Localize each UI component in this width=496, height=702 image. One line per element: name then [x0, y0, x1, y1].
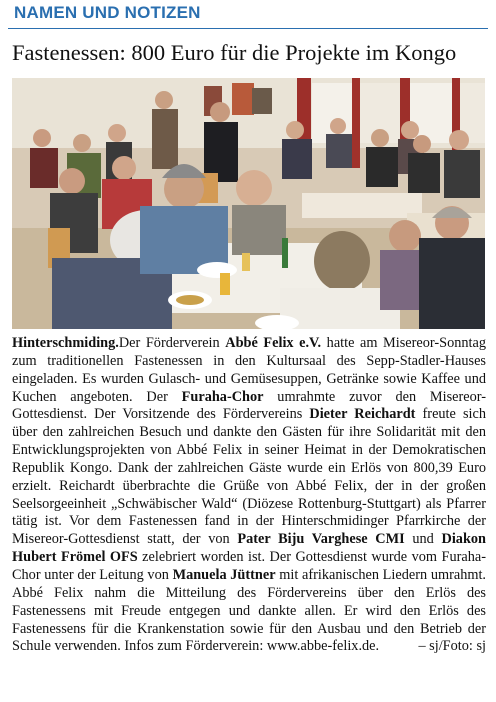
article-text: Der Förderverein	[118, 335, 226, 351]
article-text: mit afrikanischen Liedern umrahmt. Abbé Felix nahm die Mitteilung des Fördervereins über den Erlös des Fastenessens mit Freude entgegen und dankte allen. Er wird den Erlös des Fastenessens für die Krankenstation sowie für den Ausbau und den Betrieb der Schule verwenden. Infos zum Förderverein: www.abbe-felix.de.	[12, 566, 487, 655]
article-text: umrahmte zuvor den Misereor-Gottesdienst. Der Vorsitzende des Fördervereins	[12, 388, 486, 423]
choir-name: Furaha-Chor	[181, 388, 264, 405]
article-text: und	[404, 531, 442, 548]
article-text: hatte am Misereor-Sonntag zum traditionellen Fastenessen in den Kultursaal des Sepp-Stadler-Hauses eingeladen. Es wurden Gulasch- und Gemüsesuppen, Getränke sowie Kaffee und Kuchen angeboten. Der	[12, 335, 487, 405]
section-title: NAMEN UND NOTIZEN	[14, 3, 201, 22]
article-text: freute sich über den zahlreichen Besuch und dankte den Gästen für ihre Solidarität mit den Entwicklungsprojekten von Abbé Felix in seiner Heimat in der Demokratischen Republik Kongo. Dank der zahlreichen Gäste wurde ein Erlös von 800,39 Euro erzielt. Reichardt überbrachte die Grüße von Abbé Felix, der in der großen Seelsorgeeinheit „Schwäbischer Wald“ (Diözese Rottenburg-Stuttgart) als Pfarrer tätig ist. Vor dem Fastenessen fand in der Hinterschmidinger Pfarrkirche der Misereor-Gottesdienst statt, der von	[12, 406, 486, 548]
headline: Fastenessen: 800 Euro für die Projekte im Kongo	[12, 40, 457, 65]
priest-name: Pater Biju Varghese CMI	[237, 531, 405, 548]
deacon-name: Diakon Hubert Frömel OFS	[12, 531, 486, 566]
article-body	[12, 335, 486, 656]
article-dateline: Hinterschmiding.	[12, 335, 119, 351]
byline: – sj/Foto: sj	[418, 638, 486, 655]
section-header	[8, 0, 488, 29]
association-name: Abbé Felix e.V.	[225, 335, 322, 351]
chairman-name: Dieter Reichardt	[309, 406, 416, 423]
article-text: zelebriert worden ist. Der Gottesdienst wurde vom Furaha-Chor unter der Leitung von	[12, 549, 486, 583]
article-paragraph	[12, 335, 486, 656]
community-dinner-photo	[12, 78, 485, 329]
choir-leader-name: Manuela Jüttner	[172, 566, 276, 583]
